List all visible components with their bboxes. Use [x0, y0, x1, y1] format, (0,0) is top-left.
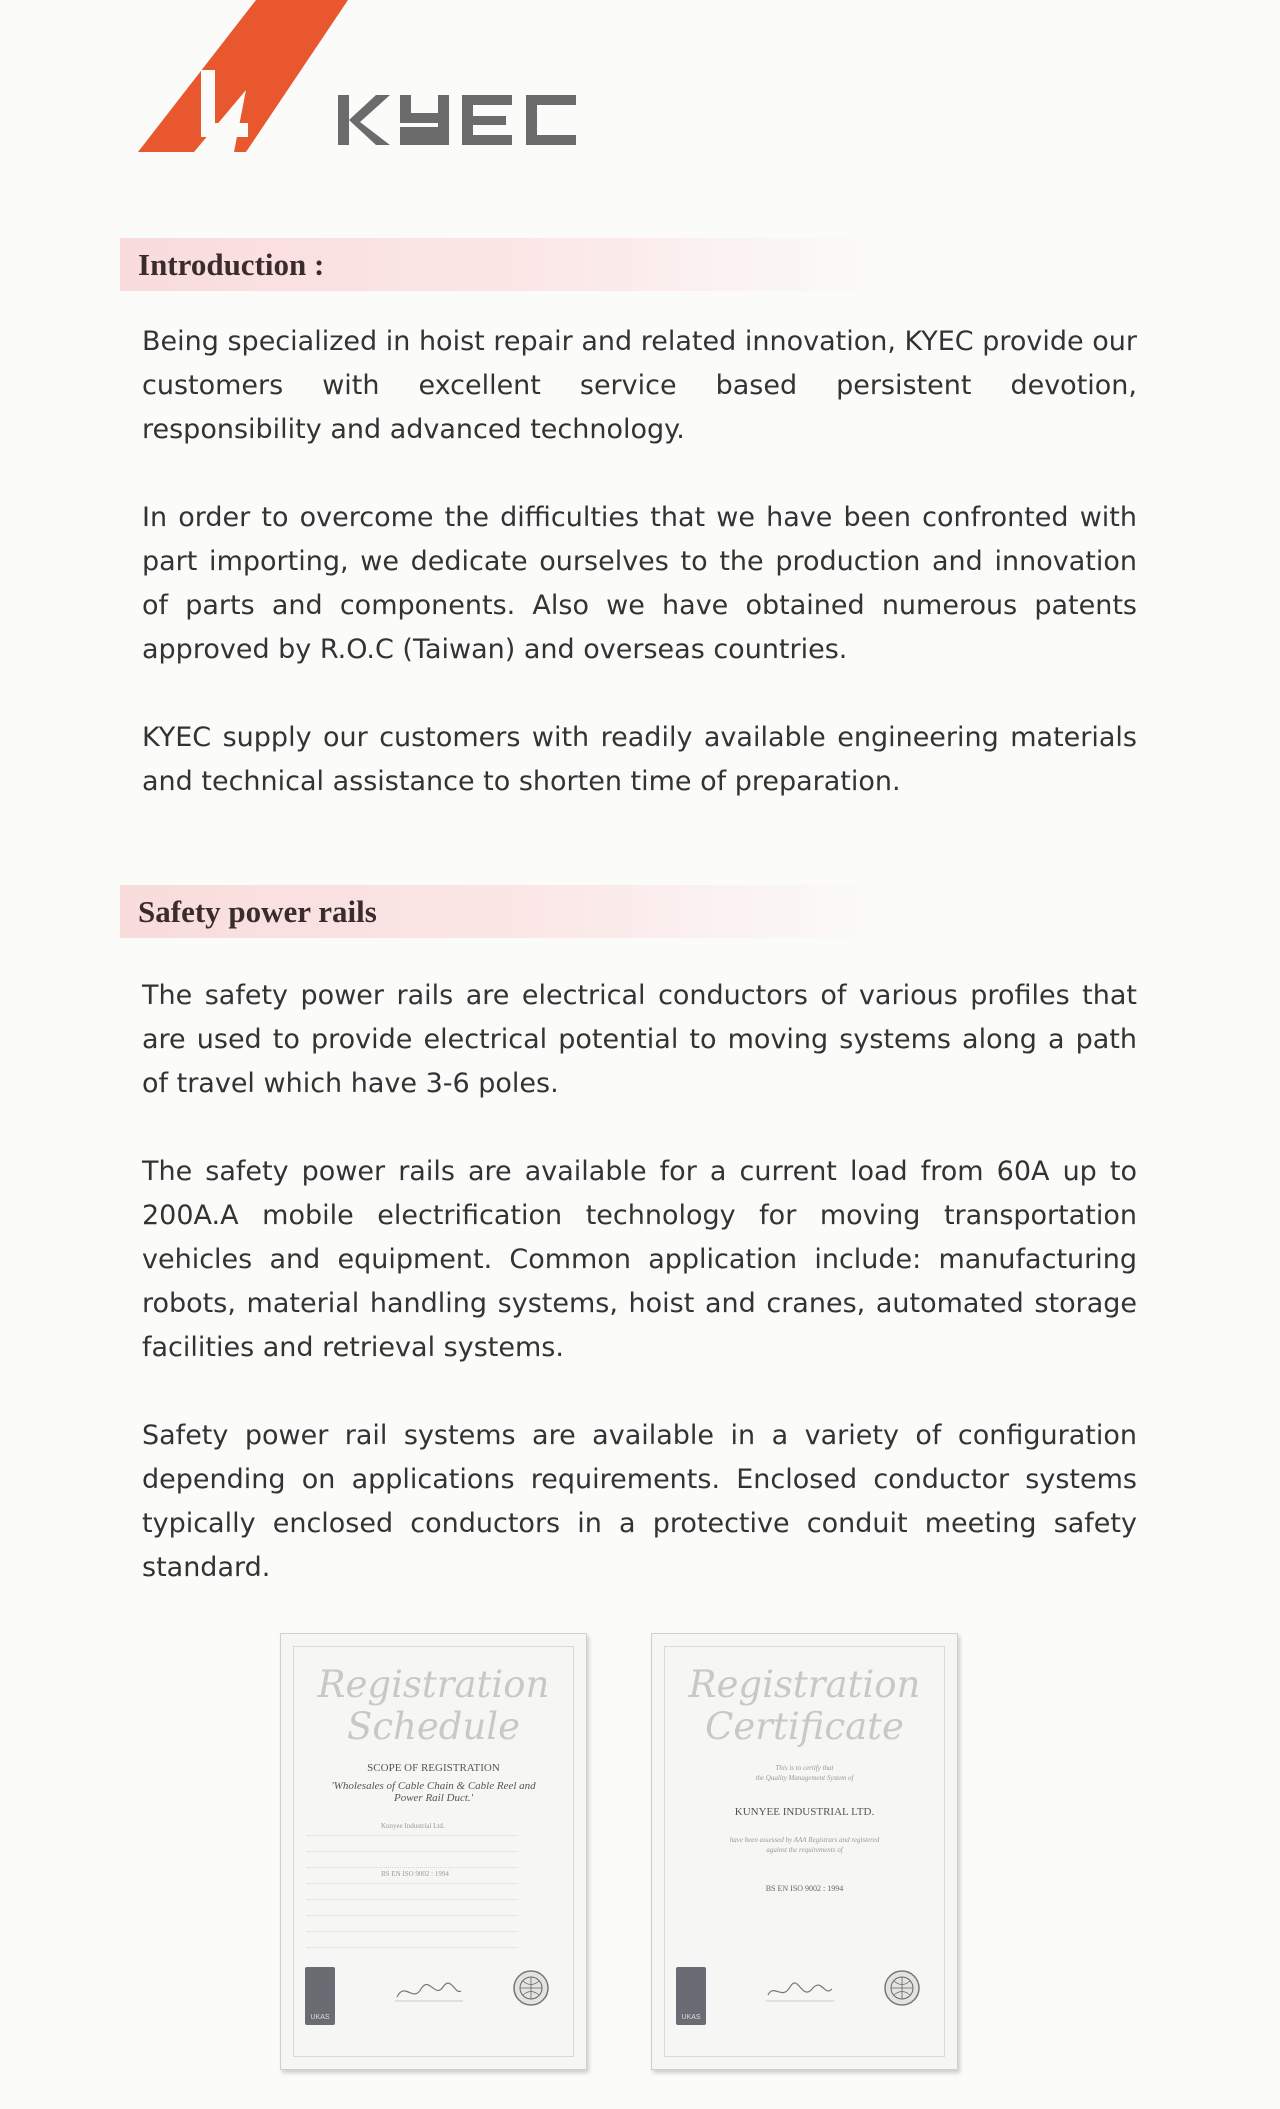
cert-standard: BS EN ISO 9002 : 1994 — [765, 1884, 844, 1893]
rails-paragraph-3: Safety power rail systems are available in a variety of configuration depending on applications requirements. Enclosed conductor systems typically enclosed conductors in a protective conduit meeting safety standard. — [142, 1420, 1137, 1583]
signature-icon — [395, 1977, 463, 2005]
cert-line-d: against the requirements of — [766, 1846, 843, 1854]
signature-icon — [766, 1977, 834, 2005]
ukas-badge-label: UKAS — [310, 2014, 330, 2021]
section-title: Introduction : — [138, 246, 325, 282]
cert-script-subtitle: Certificate — [705, 1705, 904, 1748]
globe-seal-icon — [883, 1969, 921, 2007]
ukas-badge-label: UKAS — [681, 2014, 701, 2021]
intro-paragraph-1: Being specialized in hoist repair and related innovation, KYEC provide our customers with excellent service based persistent devotion, responsibility and advanced technology. — [142, 326, 1137, 445]
section-header-safety-power-rails — [120, 885, 880, 938]
registration-schedule-certificate — [280, 1633, 587, 2070]
rails-paragraph-1: The safety power rails are electrical conductors of various profiles that are used to provide electrical potential to moving systems along a path of travel which have 3-6 poles. — [142, 980, 1137, 1099]
cert-company: KUNYEE INDUSTRIAL LTD. — [734, 1806, 875, 1818]
cert-line-c: have been assessed by AAA Registrars and registered — [729, 1836, 880, 1844]
logo-wordmark — [338, 95, 576, 145]
ukas-badge — [305, 1967, 335, 2025]
intro-paragraph-2: In order to overcome the difficulties that we have been confronted with part importing, we dedicate ourselves to the production and innovation of parts and components. Also we have obtained numerous patents approved by R.O.C (Taiwan) and overseas countries. — [142, 502, 1137, 665]
cert-script-title: Registration — [317, 1663, 550, 1706]
intro-paragraph-3: KYEC supply our customers with readily available engineering materials and technical assistance to shorten time of preparation. — [142, 722, 1137, 797]
cert-standard: BS EN ISO 9002 : 1994 — [381, 1870, 449, 1878]
cert-heading: SCOPE OF REGISTRATION — [367, 1762, 500, 1774]
cert-line-a: This is to certify that — [775, 1764, 834, 1772]
cert-detail-rows — [307, 1820, 517, 1948]
cert-company: Kunyee Industrial Ltd. — [381, 1822, 445, 1830]
cert-script-title: Registration — [688, 1663, 921, 1706]
globe-seal-icon — [512, 1969, 550, 2007]
kyec-logo — [138, 0, 598, 160]
registration-certificate — [651, 1633, 958, 2070]
cert-script-subtitle: Schedule — [346, 1705, 521, 1748]
ukas-badge — [676, 1967, 706, 2025]
section-header-introduction — [120, 238, 880, 291]
rails-paragraph-2: The safety power rails are available for a current load from 60A up to 200A.A mobile electrification technology for moving transportation vehicles and equipment. Common application include: manufacturing robots, material handling systems, hoist and cranes, automated storage facilities and retrieval systems. — [142, 1156, 1137, 1363]
cert-scope: 'Wholesales of Cable Chain & Cable Reel and Power Rail Duct.' — [331, 1780, 536, 1804]
cert-line-b: the Quality Management System of — [755, 1774, 854, 1782]
section-title: Safety power rails — [138, 893, 377, 929]
